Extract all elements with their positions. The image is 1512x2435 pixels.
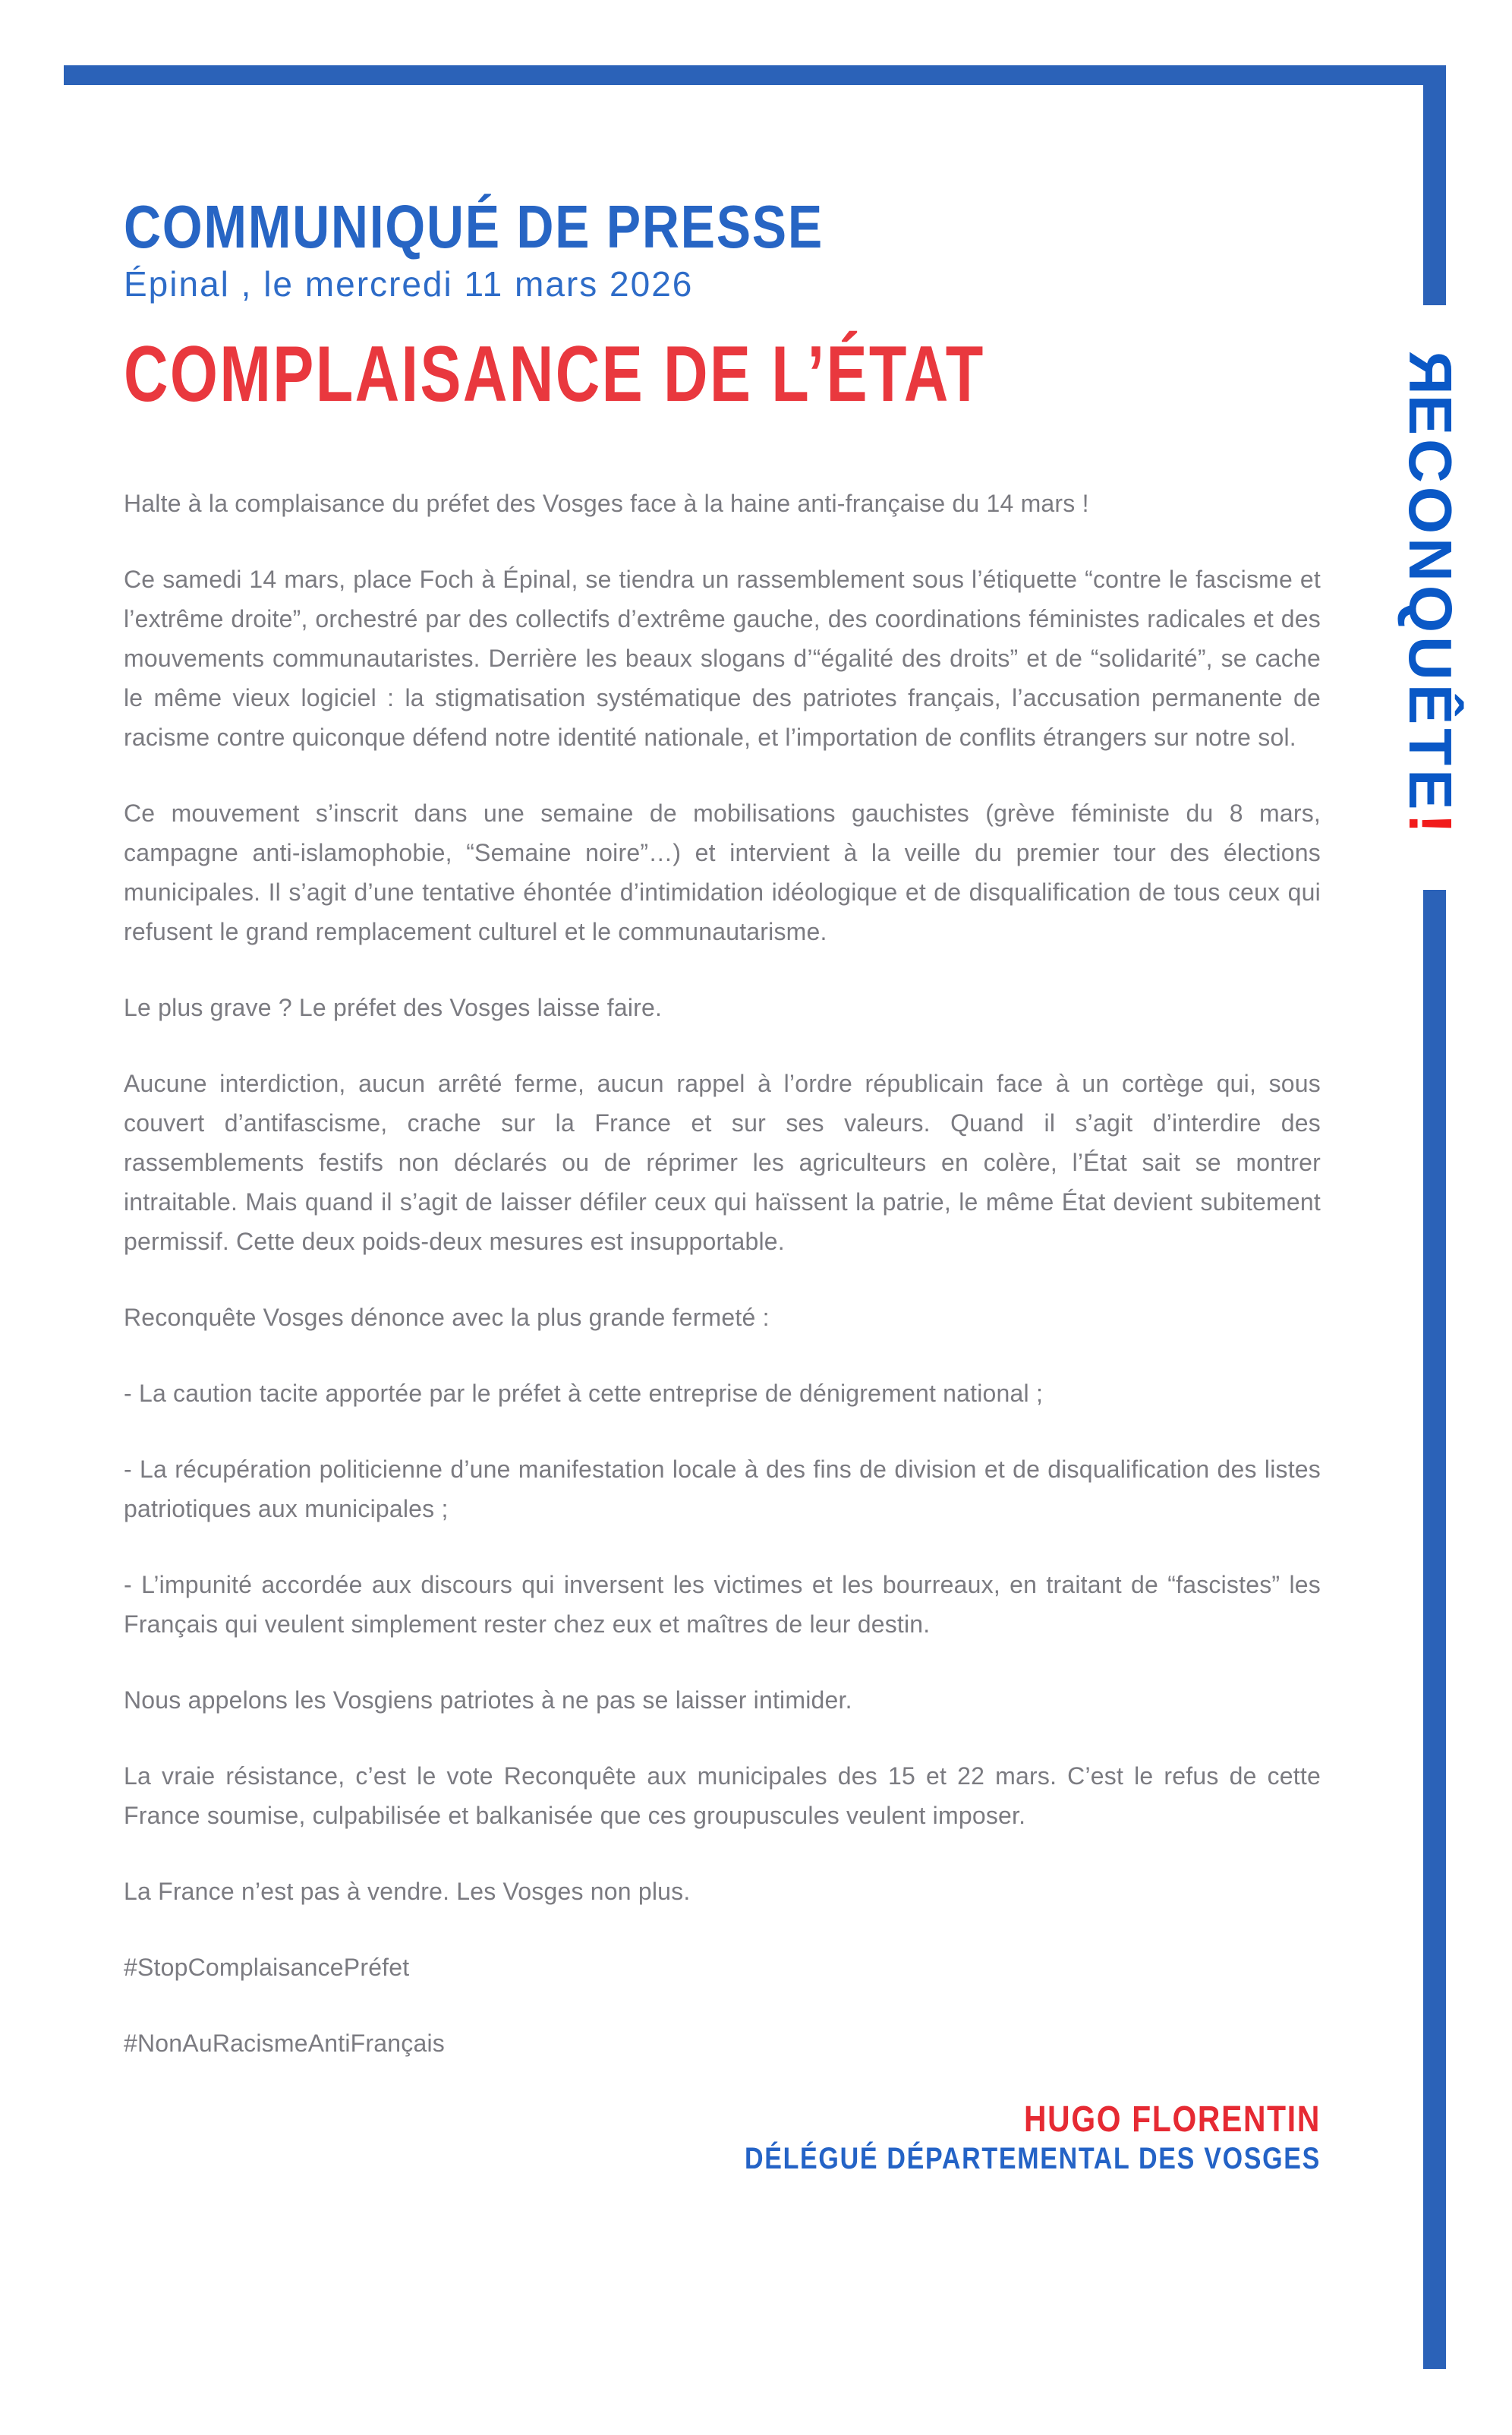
right-accent-bar-bottom xyxy=(1423,890,1446,2369)
right-accent-bar-top xyxy=(1423,65,1446,305)
kicker-title xyxy=(124,194,1321,260)
signature-title-text: DÉLÉGUÉ DÉPARTEMENTAL DES VOSGES xyxy=(744,2142,1321,2175)
signature-name-text: HUGO FLORENTIN xyxy=(1024,2099,1321,2140)
paragraph: La France n’est pas à vendre. Les Vosges non plus. xyxy=(124,1878,691,1905)
paragraph: Reconquête Vosges dénonce avec la plus grande fermeté : xyxy=(124,1304,770,1331)
headline xyxy=(124,332,1321,417)
paragraph: La vraie résistance, c’est le vote Reconquête aux municipales des 15 et 22 mars. C’est le refus de cette France soumise, culpabilisée et balkanisée que ces groupuscules veulent imposer. xyxy=(124,1762,1321,1829)
dateline: Épinal , le mercredi 11 mars 2026 xyxy=(124,264,694,304)
paragraph: Ce samedi 14 mars, place Foch à Épinal, se tiendra un rassemblement sous l’étiquette “contre le fascisme et l’extrême droite”, orchestré par des collectifs d’extrême gauche, des coordinations féministes radicales et des mouvements communautaristes. Derrière les beaux slogans d’“égalité des droits” et de “solidarité”, se cache le même vieux logiciel : la stigmatisation systématique des patriotes français, l’accusation permanente de racisme contre quiconque défend notre identité nationale, et l’importation de conflits étrangers sur notre sol. xyxy=(124,566,1321,751)
paragraph: Le plus grave ? Le préfet des Vosges laisse faire. xyxy=(124,994,663,1021)
paragraph: Nous appelons les Vosgiens patriotes à ne pas se laisser intimider. xyxy=(124,1686,852,1714)
logo-exclamation: ! xyxy=(1397,813,1464,838)
logo-wordmark-rest: ECONQUÊTE xyxy=(1397,394,1464,814)
paragraph-lead: Halte à la complaisance du préfet des Vosges face à la haine anti-française du 14 mars ! xyxy=(124,490,1089,517)
hashtag: #StopComplaisancePréfet xyxy=(124,1954,410,1981)
signature-title xyxy=(124,2140,1321,2177)
body-text xyxy=(124,484,1321,2063)
paragraph: Ce mouvement s’inscrit dans une semaine de mobilisations gauchistes (grève féministe du 8 mars, campagne anti-islamophobie, “Semaine noire”…) et intervient à la veille du premier tour des élections municipales. Il s’agit d’une tentative éhontée d’intimidation idéologique et de disqualification de tous ceux qui refusent le grand remplacement culturel et le communautarisme. xyxy=(124,800,1321,945)
reconquete-wordmark xyxy=(1397,346,1464,838)
hashtag: #NonAuRacismeAntiFrançais xyxy=(124,2030,445,2057)
list-item: - L’impunité accordée aux discours qui inversent les victimes et les bourreaux, en traitant de “fascistes” les Français qui veulent simplement rester chez eux et maîtres de leur destin. xyxy=(124,1571,1321,1638)
list-item: - La caution tacite apportée par le préfet à cette entreprise de dénigrement national ; xyxy=(124,1380,1044,1407)
list-item: - La récupération politicienne d’une manifestation locale à des fins de division et de disqualification des listes patriotiques aux municipales ; xyxy=(124,1456,1321,1522)
kicker-title-text: COMMUNIQUÉ DE PRESSE xyxy=(124,193,824,260)
headline-text: COMPLAISANCE DE L’ÉTAT xyxy=(124,330,985,418)
paragraph: Aucune interdiction, aucun arrêté ferme, aucun rappel à l’ordre républicain face à un cortège qui, sous couvert d’antifascisme, crache sur la France et sur ses valeurs. Quand il s’agit d’interdire des rassemblements festifs non déclarés ou de réprimer les agriculteurs en colère, l’État sait se montrer intraitable. Mais quand il s’agit de laisser défiler ceux qui haïssent la patrie, le même État devient subitement permissif. Cette deux poids-deux mesures est insupportable. xyxy=(124,1070,1321,1255)
signature-block xyxy=(124,2099,1321,2177)
document-content xyxy=(124,194,1321,2177)
logo-letter-r: R xyxy=(1397,346,1464,395)
top-accent-bar xyxy=(64,65,1446,85)
signature-name xyxy=(124,2099,1321,2140)
